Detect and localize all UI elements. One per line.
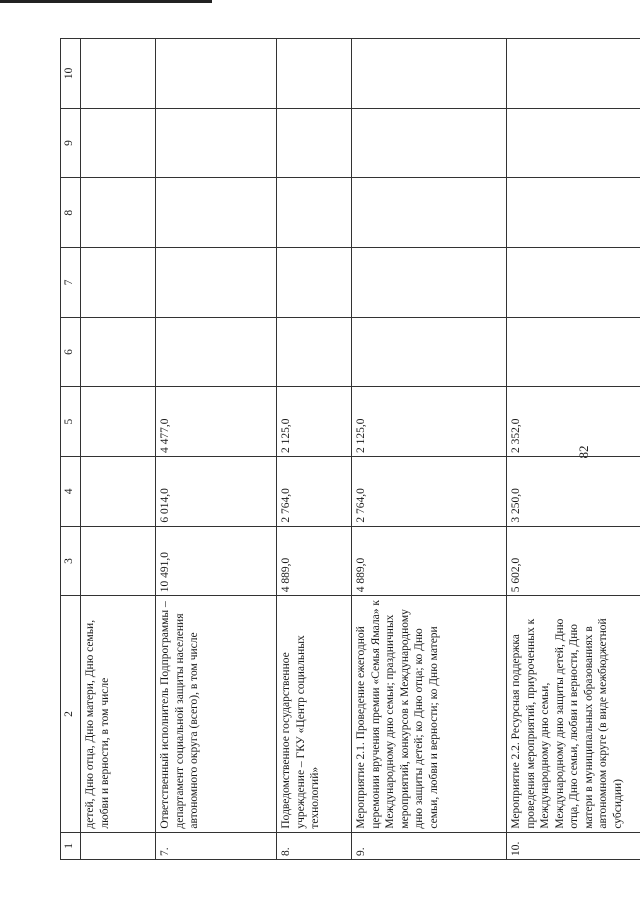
value-col-9 [277,108,352,178]
table-row [277,39,352,860]
table-rotated [60,38,640,860]
value-col-3: 4 889,0 [277,526,352,596]
value-col-3: 10 491,0 [156,526,277,596]
table-wrapper [60,38,640,860]
header-cell-2: 2 [61,596,81,832]
value-col-7 [81,248,156,318]
value-col-7 [507,248,640,318]
value-col-8 [277,178,352,248]
row-number: 8. [277,832,352,859]
row-description: Мероприятие 2.1. Проведение ежегодной церемонии вручения премии «Семья Ямала» к Международному дню семьи; праздничных мероприятий, конкурсов к Международному дню защиты детей; ко Дню отца; ко Дню семьи, любви и верности; ко Дню матери [352,596,507,832]
value-col-3: 4 889,0 [352,526,507,596]
value-col-6 [81,317,156,387]
value-col-9 [81,108,156,178]
value-col-6 [507,317,640,387]
value-col-5: 2 352,0 [507,387,640,457]
header-cell-7: 7 [61,248,81,318]
value-col-8 [352,178,507,248]
value-col-10 [81,39,156,109]
value-col-9 [352,108,507,178]
value-col-4 [81,456,156,526]
value-col-9 [507,108,640,178]
value-col-5 [81,387,156,457]
header-cell-10: 10 [61,39,81,109]
value-col-7 [277,248,352,318]
value-col-3 [81,526,156,596]
value-col-8 [156,178,277,248]
value-col-8 [81,178,156,248]
header-cell-5: 5 [61,387,81,457]
value-col-10 [277,39,352,109]
row-description: Подведомственное государственное учреждение – ГКУ «Центр социальных технологий» [277,596,352,832]
page-number: 82 [576,445,591,459]
value-col-6 [352,317,507,387]
row-description: Мероприятие 2.2. Ресурсная поддержка проведения мероприятий, приуроченных к Международному дню семьи, Международному дню защиты детей, Дню отца, Дню семьи, любви и верности, Дню матери в муниципальных образованиях в автономном округе (в виде межбюджетной субсидии) [507,596,640,832]
header-cell-8: 8 [61,178,81,248]
value-col-10 [352,39,507,109]
value-col-4: 3 250,0 [507,456,640,526]
value-col-7 [352,248,507,318]
value-col-10 [156,39,277,109]
header-cell-9: 9 [61,108,81,178]
top-rule [0,0,212,3]
table-row [156,39,277,860]
value-col-4: 6 014,0 [156,456,277,526]
table-row [352,39,507,860]
row-description: детей, Дню отца, Дню матери, Дню семьи, любви и верности, в том числе [81,596,156,832]
row-description: Ответственный исполнитель Подпрограммы – департамент социальной защиты населения автономного округа (всего), в том числе [156,596,277,832]
value-col-4: 2 764,0 [352,456,507,526]
value-col-7 [156,248,277,318]
header-cell-4: 4 [61,456,81,526]
value-col-3: 5 602,0 [507,526,640,596]
value-col-5: 4 477,0 [156,387,277,457]
header-row [61,39,81,860]
table-row [507,39,640,860]
budget-table [60,38,640,860]
header-cell-6: 6 [61,317,81,387]
value-col-9 [156,108,277,178]
value-col-5: 2 125,0 [277,387,352,457]
row-number: 10. [507,832,640,859]
row-number: 7. [156,832,277,859]
header-cell-3: 3 [61,526,81,596]
row-number [81,832,156,859]
header-cell-1: 1 [61,832,81,859]
value-col-6 [156,317,277,387]
table-row [81,39,156,860]
value-col-6 [277,317,352,387]
value-col-4: 2 764,0 [277,456,352,526]
value-col-8 [507,178,640,248]
row-number: 9. [352,832,507,859]
value-col-10 [507,39,640,109]
value-col-5: 2 125,0 [352,387,507,457]
